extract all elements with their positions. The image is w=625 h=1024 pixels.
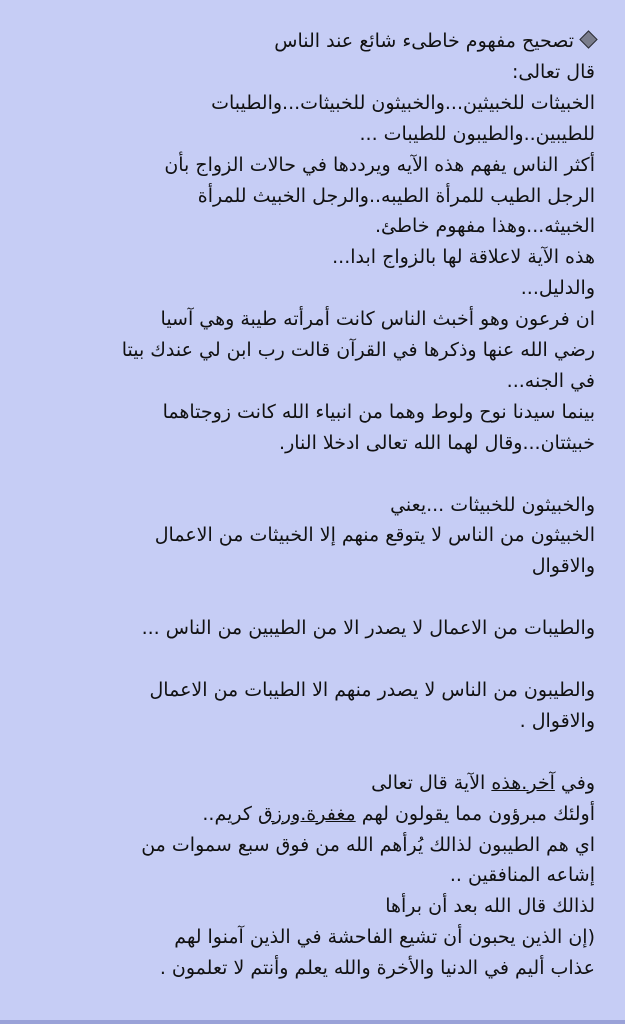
text-line: رضي الله عنها وذكرها في القرآن قالت رب ابن لي عندك بيتا [121, 339, 595, 362]
paragraph-3 [30, 613, 595, 644]
text-line [30, 768, 595, 799]
bottom-divider [0, 1020, 625, 1024]
paragraph-4 [30, 675, 595, 737]
text-line: (إن الذين يحبون أن تشيع الفاحشة في الذين آمنوا لهم [174, 926, 595, 949]
paragraph-5 [30, 768, 595, 984]
article-title-row [30, 26, 595, 57]
text-line: والخبيثون للخبيثات ...يعني [390, 493, 595, 516]
text-line: والطيبات من الاعمال لا يصدر الا من الطيبين من الناس ... [141, 617, 595, 640]
text-segment: أولئك مبرؤون مما يقولون لهم [355, 802, 595, 825]
text-line [30, 799, 595, 830]
paragraph-gap [30, 582, 595, 613]
underlined-text: مغفرة.ورزق [257, 802, 356, 825]
text-line: لذالك قال الله بعد أن برأها [385, 895, 595, 918]
text-segment: وفي [554, 771, 595, 794]
text-line: للطيبين..والطيبون للطيبات ... [359, 122, 595, 145]
text-line: في الجنه... [506, 369, 595, 392]
paragraph-gap [30, 459, 595, 490]
diamond-bullet-icon [579, 30, 597, 48]
text-line: بينما سيدنا نوح ولوط وهما من انبياء الله كانت زوجتاهما [162, 400, 595, 423]
paragraph-gap [30, 644, 595, 675]
paragraph-1 [30, 57, 595, 459]
text-line: ان فرعون وهو أخبث الناس كانت أمرأته طيبة وهي آسيا [160, 308, 595, 331]
text-segment: الآية قال تعالى [371, 771, 492, 794]
text-line: الخبيثون من الناس لا يتوقع منهم إلا الخبيثات من الاعمال [154, 524, 595, 547]
text-line: اي هم الطيبون لذالك يُرأهم الله من فوق سبع سموات من [141, 833, 595, 856]
article-title: تصحيح مفهوم خاطىء شائع عند الناس [274, 30, 574, 52]
text-line: إشاعه المنافقين .. [449, 864, 595, 887]
paragraph-gap [30, 737, 595, 768]
text-line: قال تعالى: [512, 60, 595, 83]
text-line: والطيبون من الناس لا يصدر منهم الا الطيبات من الاعمال [149, 678, 595, 701]
text-segment: كريم.. [202, 802, 258, 825]
text-line: الرجل الطيب للمرأة الطيبه..والرجل الخبيث للمرأة [197, 184, 595, 207]
text-line: والدليل... [520, 277, 595, 300]
text-line: أكثر الناس يفهم هذه الآيه ويرددها في حالات الزواج بأن [164, 153, 595, 176]
text-line: والاقوال [531, 555, 595, 578]
text-line: والاقوال . [519, 709, 595, 732]
article-body [30, 26, 595, 984]
text-line: هذه الآية لاعلاقة لها بالزواج ابدا... [332, 246, 595, 269]
underlined-text: آخر.هذه [491, 771, 555, 794]
text-line: خبيثتان...وقال لهما الله تعالى ادخلا النار. [279, 431, 595, 454]
paragraph-2 [30, 490, 595, 583]
text-line: الخبيثات للخبيثين...والخبيثون للخبيثات...والطيبات [211, 91, 595, 114]
text-line: الخبيثه...وهذا مفهوم خاطئ. [374, 215, 595, 238]
text-line: عذاب أليم في الدنيا والأخرة والله يعلم وأنتم لا تعلمون . [159, 957, 595, 980]
